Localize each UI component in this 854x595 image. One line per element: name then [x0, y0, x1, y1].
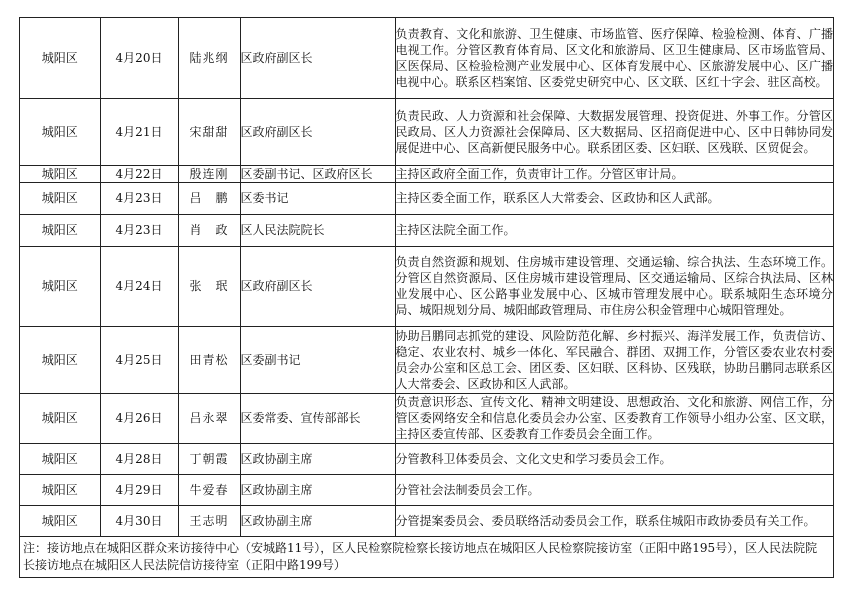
name-cell: 田青松: [178, 326, 240, 393]
table-row: [20, 443, 833, 474]
duty-cell: [395, 165, 833, 182]
table-row: [20, 326, 833, 393]
duty-text: 主持区法院全面工作。: [395, 223, 516, 237]
table-row: [20, 165, 833, 182]
district-cell: 城阳区: [20, 165, 100, 182]
duty-text: 负责教育、文化和旅游、卫生健康、市场监管、医疗保障、检验检测、体育、广播电视工作。分管区教育体育局、区文化和旅游局、区卫生健康局、区市场监管局、区医保局、区检验检测产业发展中心、区体育发展中心、区旅游发展中心、区广播电视中心。联系区档案馆、区委党史研究中心、区文联、区红十字会、驻区高校。: [395, 26, 833, 89]
reception-schedule-sheet: [19, 17, 834, 578]
duty-cell: [395, 246, 833, 326]
name-cell: 张 珉: [178, 246, 240, 326]
district-cell: 城阳区: [20, 18, 100, 98]
table-row: [20, 246, 833, 326]
duty-cell: [395, 182, 833, 214]
duty-cell: [395, 98, 833, 165]
district-cell: 城阳区: [20, 326, 100, 393]
district-cell: 城阳区: [20, 393, 100, 443]
date-cell: 4月25日: [100, 326, 178, 393]
position-cell: 区政协副主席: [240, 505, 395, 536]
date-cell: 4月23日: [100, 214, 178, 246]
district-cell: 城阳区: [20, 246, 100, 326]
duty-cell: [395, 443, 833, 474]
duty-text: 分管社会法制委员会工作。: [395, 482, 540, 497]
name-cell: 牛爱春: [178, 474, 240, 505]
date-cell: 4月28日: [100, 443, 178, 474]
duty-cell: [395, 474, 833, 505]
duty-text: 负责意识形态、宣传文化、精神文明建设、思想政治、文化和旅游、网信工作，分管区委网络安全和信息化委员会办公室、区委教育工作领导小组办公室、区文联，主持区委宣传部、区委教育工作委员会全面工作。: [395, 395, 833, 441]
duty-text: 负责民政、人力资源和社会保障、大数据发展管理、投资促进、外事工作。分管区民政局、区人力资源社会保障局、区大数据局、区招商促进中心、区中日韩协同发展促进中心、区高新便民服务中心。联系团区委、区妇联、区残联、区贸促会。: [395, 108, 833, 155]
position-cell: 区政府副区长: [240, 246, 395, 326]
name-cell: 吕永翠: [178, 393, 240, 443]
table-row: [20, 505, 833, 536]
name-cell: 宋甜甜: [178, 98, 240, 165]
date-cell: 4月23日: [100, 182, 178, 214]
name-cell: 丁朝霞: [178, 443, 240, 474]
date-cell: 4月21日: [100, 98, 178, 165]
duty-cell: [395, 393, 833, 443]
duty-text: 主持区委全面工作，联系区人大常委会、区政协和区人武部。: [395, 191, 720, 205]
table-row: [20, 393, 833, 443]
name-cell: 王志明: [178, 505, 240, 536]
duty-text: 分管教科卫体委员会、文化文史和学习委员会工作。: [395, 451, 672, 466]
table-row: [20, 474, 833, 505]
table-row: [20, 182, 833, 214]
date-cell: 4月24日: [100, 246, 178, 326]
position-cell: 区政府副区长: [240, 98, 395, 165]
district-cell: 城阳区: [20, 182, 100, 214]
footnote: 注：接访地点在城阳区群众来访接待中心（安城路11号），区人民检察院检察长接访地点在城阳区人民检察院接访室（正阳中路195号），区人民法院院长接访地点在城阳区人民法院信访接待室（正阳中路199号）: [20, 536, 833, 577]
duty-cell: [395, 18, 833, 98]
date-cell: 4月22日: [100, 165, 178, 182]
name-cell: 吕 鹏: [178, 182, 240, 214]
duty-text: 协助吕鹏同志抓党的建设、风险防范化解、乡村振兴、海洋发展工作，负责信访、稳定、农业农村、城乡一体化、军民融合、群团、双拥工作，分管区委农业农村委员会办公室和区总工会、团区委、区妇联、区科协、区残联，协助吕鹏同志联系区人大常委会、区政协和区人武部。: [395, 328, 833, 391]
table-row: [20, 18, 833, 98]
position-cell: 区政协副主席: [240, 474, 395, 505]
date-cell: 4月30日: [100, 505, 178, 536]
date-cell: 4月29日: [100, 474, 178, 505]
duty-cell: [395, 326, 833, 393]
district-cell: 城阳区: [20, 505, 100, 536]
position-cell: 区人民法院院长: [240, 214, 395, 246]
name-cell: 陆兆纲: [178, 18, 240, 98]
reception-schedule-table: [20, 18, 833, 537]
position-cell: 区委副书记、区政府区长: [240, 165, 395, 182]
position-cell: 区委常委、宣传部部长: [240, 393, 395, 443]
position-cell: 区政协副主席: [240, 443, 395, 474]
duty-text: 负责自然资源和规划、住房城市建设管理、交通运输、综合执法、生态环境工作。分管区自然资源局、区住房城市建设管理局、区交通运输局、区综合执法局、区林业发展中心、区公路事业发展中心、区城市管理发展中心。联系城阳生态环境分局、城阳规划分局、城阳邮政管理局、市住房公积金管理中心城阳管理处。: [395, 255, 833, 317]
position-cell: 区委副书记: [240, 326, 395, 393]
date-cell: 4月20日: [100, 18, 178, 98]
name-cell: 殷连刚: [178, 165, 240, 182]
duty-text: 主持区政府全面工作，负责审计工作。分管区审计局。: [395, 166, 684, 181]
date-cell: 4月26日: [100, 393, 178, 443]
table-row: [20, 98, 833, 165]
district-cell: 城阳区: [20, 214, 100, 246]
district-cell: 城阳区: [20, 443, 100, 474]
duty-cell: [395, 214, 833, 246]
name-cell: 肖 政: [178, 214, 240, 246]
district-cell: 城阳区: [20, 98, 100, 165]
table-row: [20, 214, 833, 246]
position-cell: 区政府副区长: [240, 18, 395, 98]
duty-text: 分管提案委员会、委员联络活动委员会工作，联系住城阳市政协委员有关工作。: [395, 513, 816, 528]
district-cell: 城阳区: [20, 474, 100, 505]
position-cell: 区委书记: [240, 182, 395, 214]
duty-cell: [395, 505, 833, 536]
